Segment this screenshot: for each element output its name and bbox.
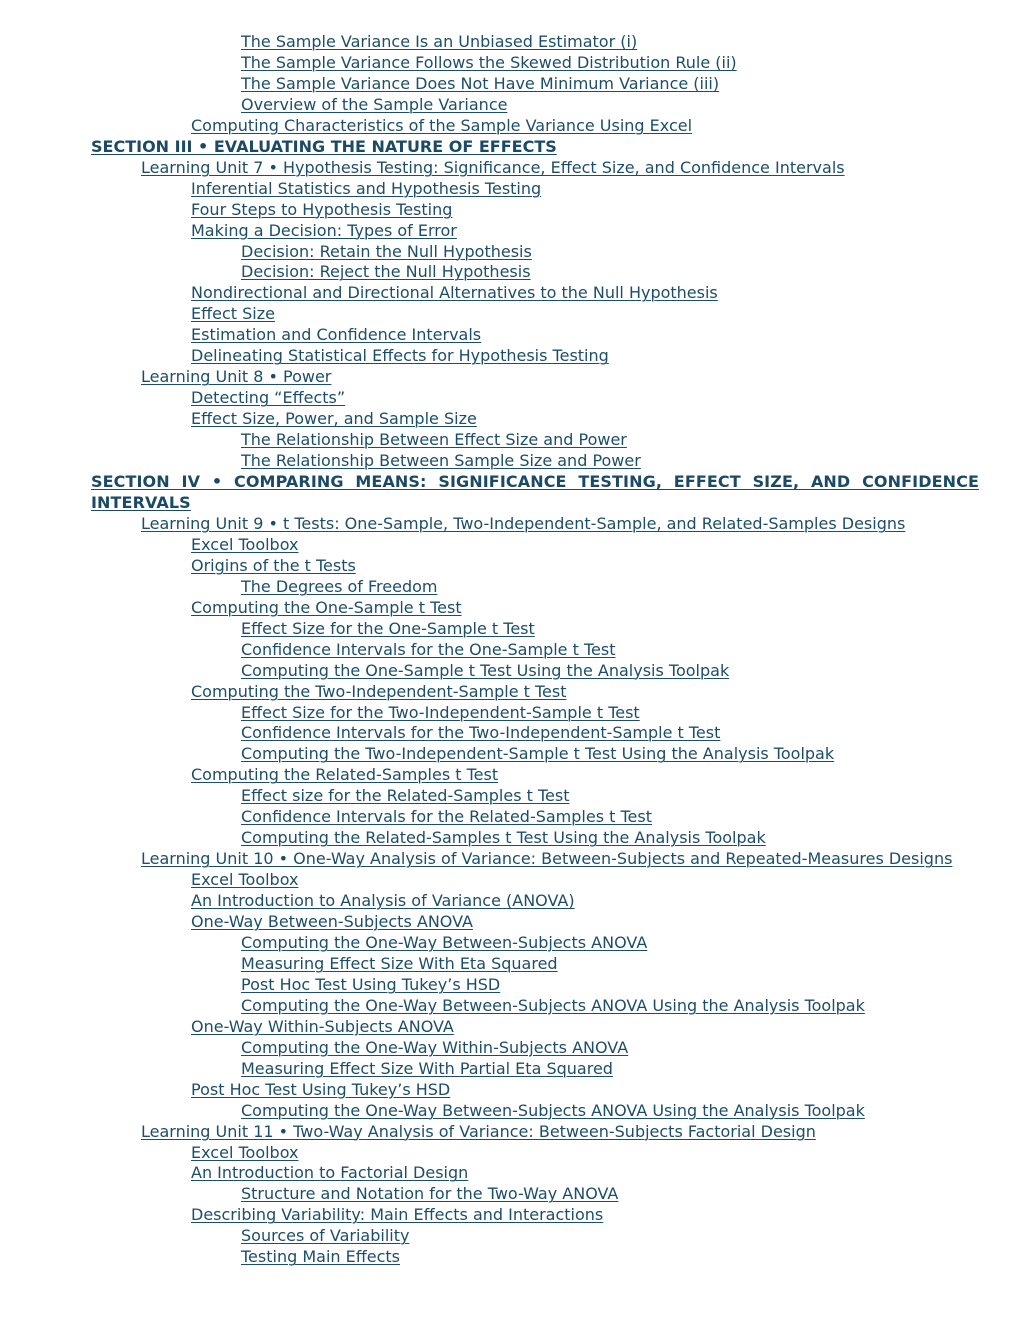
toc-section-link[interactable]: SECTION III • EVALUATING THE NATURE OF EFFECTS xyxy=(91,136,557,156)
toc-subsection-link[interactable]: An Introduction to Factorial Design xyxy=(191,1163,469,1183)
toc-unit-link[interactable]: Learning Unit 8 • Power xyxy=(141,367,332,387)
toc-subsubsection-link[interactable]: Post Hoc Test Using Tukey’s HSD xyxy=(241,974,501,994)
toc-subsubsection-link[interactable]: Decision: Retain the Null Hypothesis xyxy=(241,241,532,261)
toc-subsubsection-link[interactable]: Effect Size for the Two-Independent-Sample t Test xyxy=(241,702,640,722)
toc-subsubsection-link[interactable]: Computing the Related-Samples t Test Using the Analysis Toolpak xyxy=(241,828,766,848)
toc-subsubsection-link[interactable]: Computing the Two-Independent-Sample t Test Using the Analysis Toolpak xyxy=(241,744,835,764)
toc-subsection-link[interactable]: Excel Toolbox xyxy=(191,870,299,890)
toc-subsubsection-link[interactable]: Computing the One-Way Within-Subjects ANOVA xyxy=(241,1037,629,1057)
toc-subsubsection-link[interactable]: Effect Size for the One-Sample t Test xyxy=(241,618,535,638)
toc-subsubsection-link[interactable]: Decision: Reject the Null Hypothesis xyxy=(241,262,531,282)
toc-subsubsection-link[interactable]: Computing the One-Way Between-Subjects ANOVA Using the Analysis Toolpak xyxy=(241,995,865,1015)
toc-subsubsection-link[interactable]: The Relationship Between Effect Size and Power xyxy=(241,430,627,450)
toc-subsection-link[interactable]: Post Hoc Test Using Tukey’s HSD xyxy=(191,1079,451,1099)
toc-subsubsection-link[interactable]: Overview of the Sample Variance xyxy=(241,94,508,114)
toc-subsection-link[interactable]: Detecting “Effects” xyxy=(191,388,346,408)
toc-subsection-link[interactable]: One-Way Between-Subjects ANOVA xyxy=(191,912,473,932)
toc-subsection-link[interactable]: Describing Variability: Main Effects and Interactions xyxy=(191,1205,604,1225)
toc-subsection-link[interactable]: Computing the Related-Samples t Test xyxy=(191,765,499,785)
toc-subsection-link[interactable]: Computing the One-Sample t Test xyxy=(191,597,462,617)
toc-subsection-link[interactable]: Origins of the t Tests xyxy=(191,555,356,575)
toc-subsection-link[interactable]: Effect Size, Power, and Sample Size xyxy=(191,409,477,429)
toc-subsubsection-link[interactable]: The Relationship Between Sample Size and Power xyxy=(241,451,641,471)
toc-subsection-link[interactable]: Effect Size xyxy=(191,304,275,324)
toc-subsection-link[interactable]: Excel Toolbox xyxy=(191,1142,299,1162)
toc-subsubsection-link[interactable]: Measuring Effect Size With Eta Squared xyxy=(241,953,558,973)
toc-subsubsection-link[interactable]: The Sample Variance Does Not Have Minimum Variance (iii) xyxy=(241,73,720,93)
toc-subsubsection-link[interactable]: The Sample Variance Follows the Skewed Distribution Rule (ii) xyxy=(241,52,737,72)
toc-subsubsection-link[interactable]: Testing Main Effects xyxy=(241,1247,400,1267)
toc-subsubsection-link[interactable]: Computing the One-Sample t Test Using the Analysis Toolpak xyxy=(241,660,730,680)
toc-subsubsection-link[interactable]: Confidence Intervals for the Related-Samples t Test xyxy=(241,807,652,827)
toc-subsection-link[interactable]: Delineating Statistical Effects for Hypothesis Testing xyxy=(191,346,609,366)
toc-subsubsection-link[interactable]: Confidence Intervals for the Two-Independent-Sample t Test xyxy=(241,723,721,743)
toc-section-link[interactable]: SECTION IV • COMPARING MEANS: SIGNIFICANCE TESTING, EFFECT SIZE, AND CONFIDENCE INTERVALS xyxy=(91,472,979,512)
toc-subsubsection-link[interactable]: Computing the One-Way Between-Subjects ANOVA Using the Analysis Toolpak xyxy=(241,1100,865,1120)
toc-subsection-link[interactable]: Inferential Statistics and Hypothesis Testing xyxy=(191,178,542,198)
toc-subsubsection-link[interactable]: Confidence Intervals for the One-Sample t Test xyxy=(241,639,616,659)
toc-subsubsection-link[interactable]: Computing the One-Way Between-Subjects ANOVA xyxy=(241,932,648,952)
toc-subsubsection-link[interactable]: Effect size for the Related-Samples t Test xyxy=(241,786,570,806)
toc-subsection-link[interactable]: Estimation and Confidence Intervals xyxy=(191,325,482,345)
toc-subsubsection-link[interactable]: The Sample Variance Is an Unbiased Estimator (i) xyxy=(241,32,638,51)
toc-subsection-link[interactable]: Four Steps to Hypothesis Testing xyxy=(191,199,453,219)
toc-unit-link[interactable]: Learning Unit 10 • One-Way Analysis of Variance: Between-Subjects and Repeated-Measures Designs xyxy=(141,849,953,869)
toc-subsection-link[interactable]: One-Way Within-Subjects ANOVA xyxy=(191,1016,454,1036)
toc-subsection-link[interactable]: An Introduction to Analysis of Variance (ANOVA) xyxy=(191,891,575,911)
toc-subsection-link[interactable]: Excel Toolbox xyxy=(191,534,299,554)
table-of-contents xyxy=(0,32,1020,1268)
toc-subsubsection-link[interactable]: Sources of Variability xyxy=(241,1226,410,1246)
toc-subsubsection-link[interactable]: Measuring Effect Size With Partial Eta Squared xyxy=(241,1058,613,1078)
toc-subsection-link[interactable]: Nondirectional and Directional Alternatives to the Null Hypothesis xyxy=(191,283,718,303)
toc-unit-link[interactable]: Learning Unit 9 • t Tests: One-Sample, Two-Independent-Sample, and Related-Samples Designs xyxy=(141,513,906,533)
toc-subsubsection-link[interactable]: Structure and Notation for the Two-Way ANOVA xyxy=(241,1184,619,1204)
toc-subsubsection-link[interactable]: The Degrees of Freedom xyxy=(241,576,438,596)
toc-subsection-link[interactable]: Computing the Two-Independent-Sample t Test xyxy=(191,681,567,701)
toc-unit-link[interactable]: Learning Unit 7 • Hypothesis Testing: Significance, Effect Size, and Confidence Intervals xyxy=(141,157,845,177)
toc-subsection-link[interactable]: Computing Characteristics of the Sample Variance Using Excel xyxy=(191,115,693,135)
toc-subsection-link[interactable]: Making a Decision: Types of Error xyxy=(191,220,457,240)
toc-unit-link[interactable]: Learning Unit 11 • Two-Way Analysis of Variance: Between-Subjects Factorial Design xyxy=(141,1121,816,1141)
